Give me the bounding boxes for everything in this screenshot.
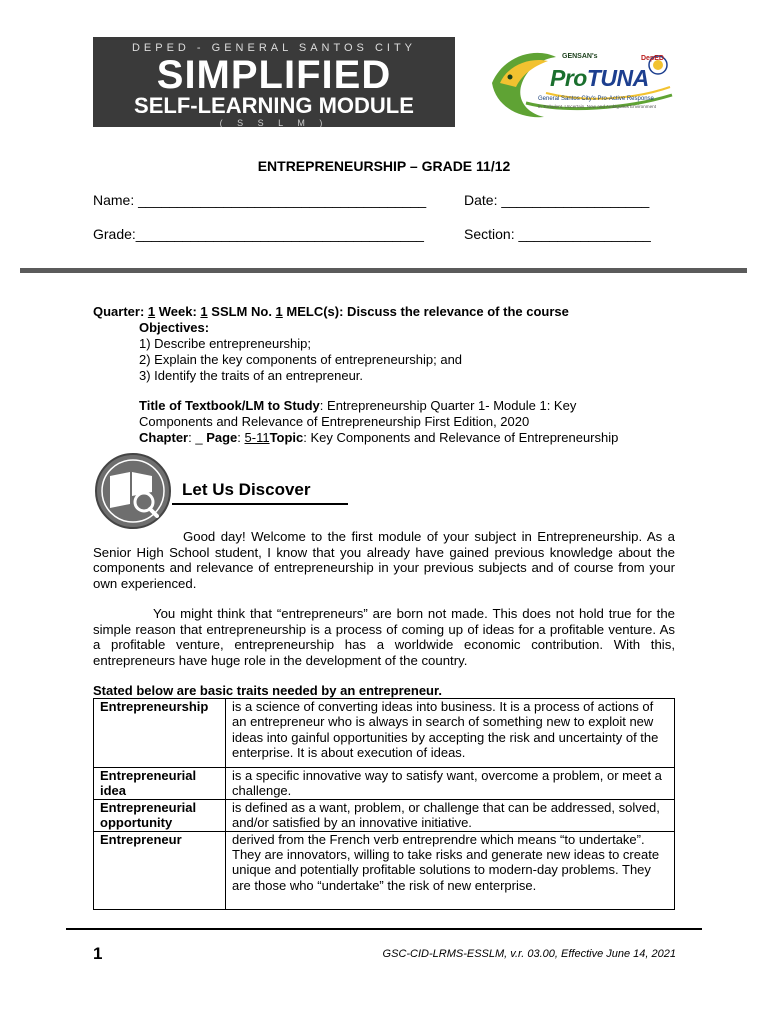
chapter-line: Chapter: _ Page: 5-11Topic: Key Components and Relevance of Entrepreneurship — [139, 430, 619, 445]
header-divider — [20, 268, 747, 273]
second-paragraph: You might think that “entrepreneurs” are born not made. This does not hold true for the simple reason that entrepreneurship is a process of coming up of ideas for a profitable venture. As a profitable venture, entrepreneurship has a worldwide economic contribution. With this, entrepreneurs have huge role in the development of the country. — [93, 606, 675, 668]
textbook-label: Title of Textbook/LM to Study — [139, 398, 320, 413]
logo-tuna: TUNA — [586, 65, 649, 91]
table-row — [94, 799, 675, 831]
page-label: Page — [206, 430, 238, 445]
grade-field[interactable]: Grade:_____________________________________ — [93, 226, 424, 242]
quarter-value: 1 — [147, 304, 156, 319]
intro-paragraph: Good day! Welcome to the first module of your subject in Entrepreneurship. As a Senior High School student, I know that you already have gained previous knowledge about the components and relevance of entrepreneurship in your previous subjects and of course from your own experienced. — [93, 529, 675, 591]
logo-tagline-small: in Turbulent, Uncertain, New and Ambiguous Environment — [538, 104, 656, 109]
book-search-icon — [94, 452, 172, 530]
section-field[interactable]: Section: _________________ — [464, 226, 651, 242]
banner-abbreviation: ( S S L M ) — [219, 118, 329, 127]
textbook-value: : Entrepreneurship Quarter 1- Module 1: Key — [319, 398, 577, 413]
section-title: Let Us Discover — [182, 480, 311, 499]
topic-value: : Key Components and Relevance of Entrepreneurship — [303, 430, 619, 445]
week-label: Week: — [155, 304, 201, 319]
week-value: 1 — [200, 304, 208, 319]
document-title: ENTREPRENEURSHIP – GRADE 11/12 — [257, 158, 511, 174]
sslm-label: SSLM No. — [207, 304, 276, 319]
logo-deped: DepED — [641, 55, 664, 62]
section-title-underline — [172, 503, 348, 505]
chapter-value: : _ — [188, 430, 207, 445]
table-row — [94, 768, 675, 800]
logo-pro: Pro — [550, 65, 587, 91]
table-intro: Stated below are basic traits needed by an entrepreneur. — [93, 683, 442, 698]
traits-table — [93, 698, 675, 910]
footer-divider — [66, 928, 702, 930]
definition-cell: is a science of converting ideas into business. It is a process of actions of an entrepreneur who is always in search of something new to exploit new ideas into gainful opportunities by accepting the risk and uncertainty of the enterprise. It is about execution of ideas. — [226, 699, 675, 768]
logo-tagline: General Santos City's Pro-Active Response — [538, 96, 654, 102]
banner-title: SIMPLIFIED — [156, 53, 392, 97]
table-row — [94, 699, 675, 768]
banner-division: DEPED - GENERAL SANTOS CITY — [131, 42, 417, 54]
logo-gensans: GENSAN's — [562, 53, 598, 60]
textbook-line-2: Components and Relevance of Entrepreneurship First Edition, 2020 — [139, 414, 530, 429]
logo-title — [550, 65, 649, 92]
protuna-logo — [486, 43, 676, 123]
sslm-banner — [93, 37, 455, 127]
term-cell: Entrepreneurial opportunity — [94, 799, 226, 831]
table-row — [94, 831, 675, 909]
melc-text: MELC(s): Discuss the relevance of the course — [282, 304, 569, 319]
page-number: 1 — [93, 944, 103, 963]
textbook-line — [139, 398, 576, 414]
definition-cell: derived from the French verb entreprendre which means “to undertake”. They are innovators, willing to take risks and generate new ideas to create unique and potentially profitable solutions to modern-day problems. They are those who “undertake” the risk of new enterprise. — [226, 831, 675, 909]
term-cell: Entrepreneur — [94, 831, 226, 909]
sslm-value: 1 — [275, 304, 283, 319]
term-cell: Entrepreneurship — [94, 699, 226, 768]
course-info-line — [93, 304, 569, 320]
name-field[interactable]: Name: _____________________________________ — [93, 192, 427, 208]
quarter-label: Quarter: — [93, 304, 148, 319]
definition-cell: is a specific innovative way to satisfy want, overcome a problem, or meet a challenge. — [226, 768, 675, 800]
topic-label: Topic — [269, 430, 304, 445]
chapter-label: Chapter — [139, 430, 189, 445]
page-value: 5-11 — [244, 430, 270, 445]
objectives-heading: Objectives: — [139, 320, 210, 335]
objective-item: 3) Identify the traits of an entrepreneur. — [139, 368, 364, 383]
term-cell: Entrepreneurial idea — [94, 768, 226, 800]
date-field[interactable]: Date: ___________________ — [464, 192, 650, 208]
objective-item: 1) Describe entrepreneurship; — [139, 336, 311, 351]
definition-cell: is defined as a want, problem, or challenge that can be addressed, solved, and/or satisfied by an innovative initiative. — [226, 799, 675, 831]
document-code: GSC-CID-LRMS-ESSLM, v.r. 03.00, Effective June 14, 2021 — [382, 948, 676, 960]
banner-subtitle: SELF-LEARNING MODULE — [134, 93, 414, 118]
objective-item: 2) Explain the key components of entrepreneurship; and — [139, 352, 463, 367]
